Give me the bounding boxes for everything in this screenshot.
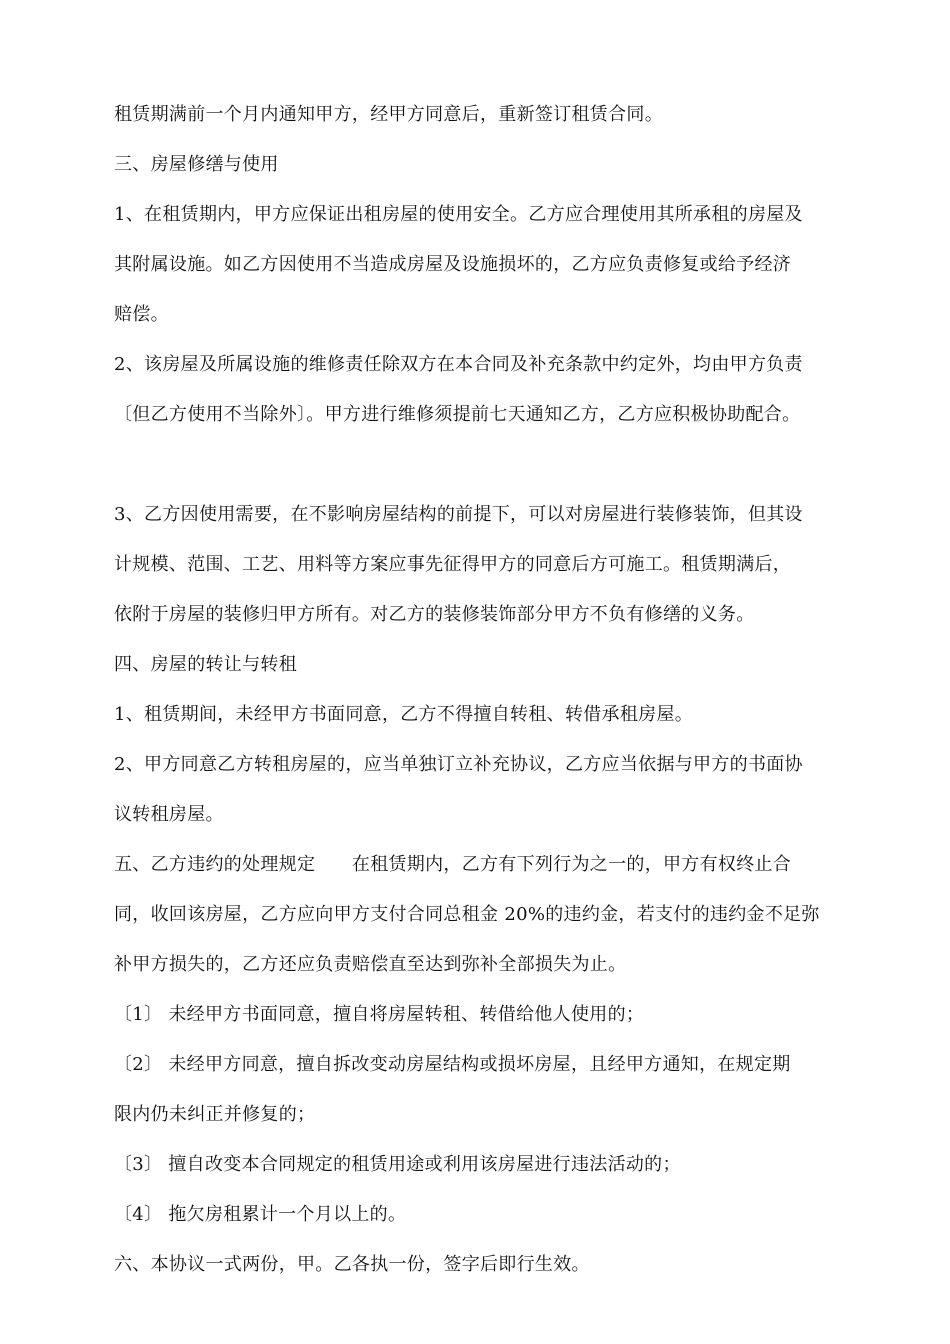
text-line: 依附于房屋的装修归甲方所有。对乙方的装修装饰部分甲方不负有修缮的义务。 bbox=[114, 604, 755, 625]
text-line: 〔但乙方使用不当除外〕。甲方进行维修须提前七天通知乙方，乙方应积极协助配合。 bbox=[114, 404, 801, 425]
text-line: 补甲方损失的，乙方还应负责赔偿直至达到弥补全部损失为止。 bbox=[114, 954, 627, 975]
text-line: 2、甲方同意乙方转租房屋的，应当单独订立补充协议，乙方应当依据与甲方的书面协 bbox=[114, 754, 803, 775]
text-line: 议转租房屋。 bbox=[114, 804, 224, 825]
text-line: 1、在租赁期内，甲方应保证出租房屋的使用安全。乙方应合理使用其所承租的房屋及 bbox=[114, 204, 803, 225]
list-item: 〔4〕 拖欠房租累计一个月以上的。 bbox=[114, 1204, 407, 1225]
text-line: 3、乙方因使用需要，在不影响房屋结构的前提下，可以对房屋进行装修装饰，但其设 bbox=[114, 504, 803, 525]
text-line: 1、租赁期间，未经甲方书面同意，乙方不得擅自转租、转借承租房屋。 bbox=[114, 704, 694, 725]
section-heading: 四、房屋的转让与转租 bbox=[114, 654, 297, 675]
section-heading: 六、本协议一式两份，甲。乙各执一份，签字后即行生效。 bbox=[114, 1254, 590, 1275]
text-line: 租赁期满前一个月内通知甲方，经甲方同意后，重新签订租赁合同。 bbox=[114, 104, 663, 125]
list-item: 〔2〕 未经甲方同意，擅自拆改变动房屋结构或损坏房屋，且经甲方通知，在规定期 bbox=[114, 1054, 791, 1075]
section-heading: 五、乙方违约的处理规定 在租赁期内，乙方有下列行为之一的，甲方有权终止合 bbox=[114, 854, 792, 875]
text-line: 同，收回该房屋，乙方应向甲方支付合同总租金 20%的违约金，若支付的违约金不足弥 bbox=[114, 904, 820, 925]
list-item: 〔1〕 未经甲方书面同意，擅自将房屋转租、转借给他人使用的； bbox=[114, 1004, 645, 1025]
text-line: 赔偿。 bbox=[114, 304, 169, 325]
text-line: 其附属设施。如乙方因使用不当造成房屋及设施损坏的，乙方应负责修复或给予经济 bbox=[114, 254, 792, 275]
section-heading: 三、房屋修缮与使用 bbox=[114, 154, 279, 175]
text-line: 限内仍未纠正并修复的； bbox=[114, 1104, 316, 1125]
text-line: 2、该房屋及所属设施的维修责任除双方在本合同及补充条款中约定外，均由甲方负责 bbox=[114, 354, 803, 375]
list-item: 〔3〕 擅自改变本合同规定的租赁用途或利用该房屋进行违法活动的； bbox=[114, 1154, 681, 1175]
text-line: 计规模、范围、工艺、用料等方案应事先征得甲方的同意后方可施工。租赁期满后， bbox=[114, 554, 792, 575]
